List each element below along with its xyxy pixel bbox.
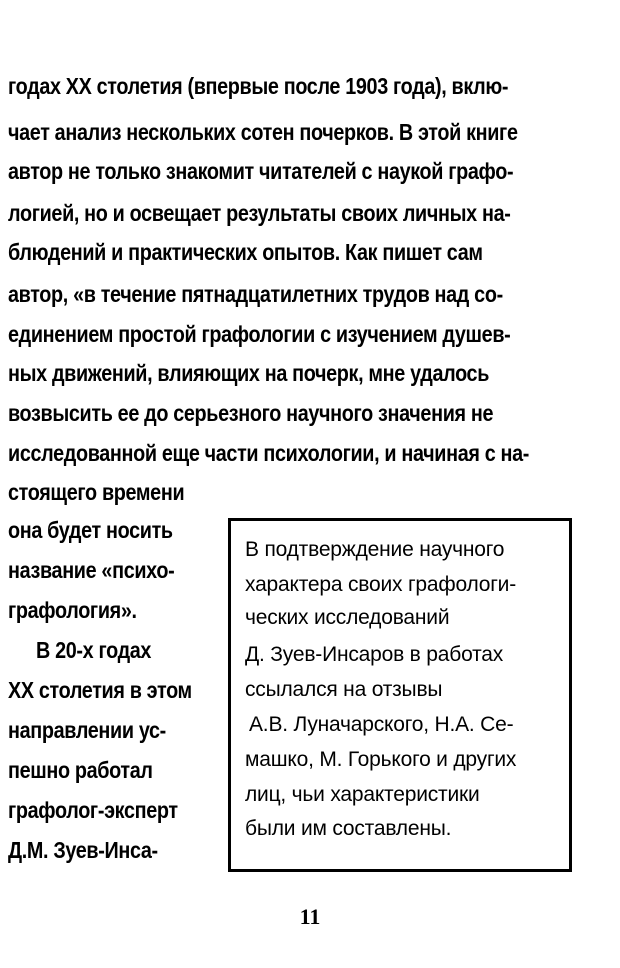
sidebar-box-line: ческих исследований bbox=[245, 606, 450, 629]
main-text-line: единением простой графологии с изучением душев- bbox=[8, 321, 511, 347]
sidebar-box-line: лиц, чьи характеристики bbox=[245, 783, 480, 806]
main-text-line: автор не только знакомит читателей с наукой графо- bbox=[8, 158, 514, 184]
side-text-line: Д.М. Зуев-Инса- bbox=[8, 837, 158, 863]
side-text-line: В 20-х годах bbox=[36, 637, 152, 663]
sidebar-box-line: Д. Зуев-Инсаров в работах bbox=[245, 643, 504, 666]
side-text-line: направлении ус- bbox=[8, 717, 166, 743]
main-text-line: ных движений, влияющих на почерк, мне удалось bbox=[8, 360, 490, 386]
main-text-line: возвысить ее до серьезного научного значения не bbox=[8, 400, 494, 426]
sidebar-box bbox=[228, 518, 572, 872]
side-text-line: графолог-эксперт bbox=[8, 797, 178, 823]
side-text-line: XX столетия в этом bbox=[8, 677, 192, 703]
main-text-line: исследованной еще части психологии, и начиная с на- bbox=[8, 440, 530, 466]
side-text-line: графология». bbox=[8, 597, 137, 623]
side-text-line: пешно работал bbox=[8, 757, 153, 783]
main-text-line: автор, «в течение пятнадцатилетних трудов над со- bbox=[8, 281, 503, 307]
main-text-line: годах XX столетия (впервые после 1903 года), вклю- bbox=[8, 73, 509, 99]
sidebar-box-line: В подтверждение научного bbox=[245, 538, 505, 561]
main-text-line: блюдений и практических опытов. Как пишет сам bbox=[8, 239, 483, 265]
page-number: 11 bbox=[299, 904, 321, 929]
sidebar-box-line: были им составлены. bbox=[245, 817, 452, 840]
sidebar-box-line: А.В. Луначарского, Н.А. Се- bbox=[249, 713, 514, 736]
main-text-line: чает анализ нескольких сотен почерков. В этой книге bbox=[8, 119, 518, 145]
side-text-line: она будет носить bbox=[8, 517, 173, 543]
main-text-line: логией, но и освещает результаты своих личных на- bbox=[8, 200, 511, 226]
side-text-line: название «психо- bbox=[8, 557, 175, 583]
main-text-line: стоящего времени bbox=[8, 479, 185, 505]
sidebar-box-line: машко, М. Горького и других bbox=[245, 748, 517, 771]
sidebar-box-line: ссылался на отзывы bbox=[245, 678, 443, 701]
sidebar-box-line: характера своих графологи- bbox=[245, 573, 517, 596]
